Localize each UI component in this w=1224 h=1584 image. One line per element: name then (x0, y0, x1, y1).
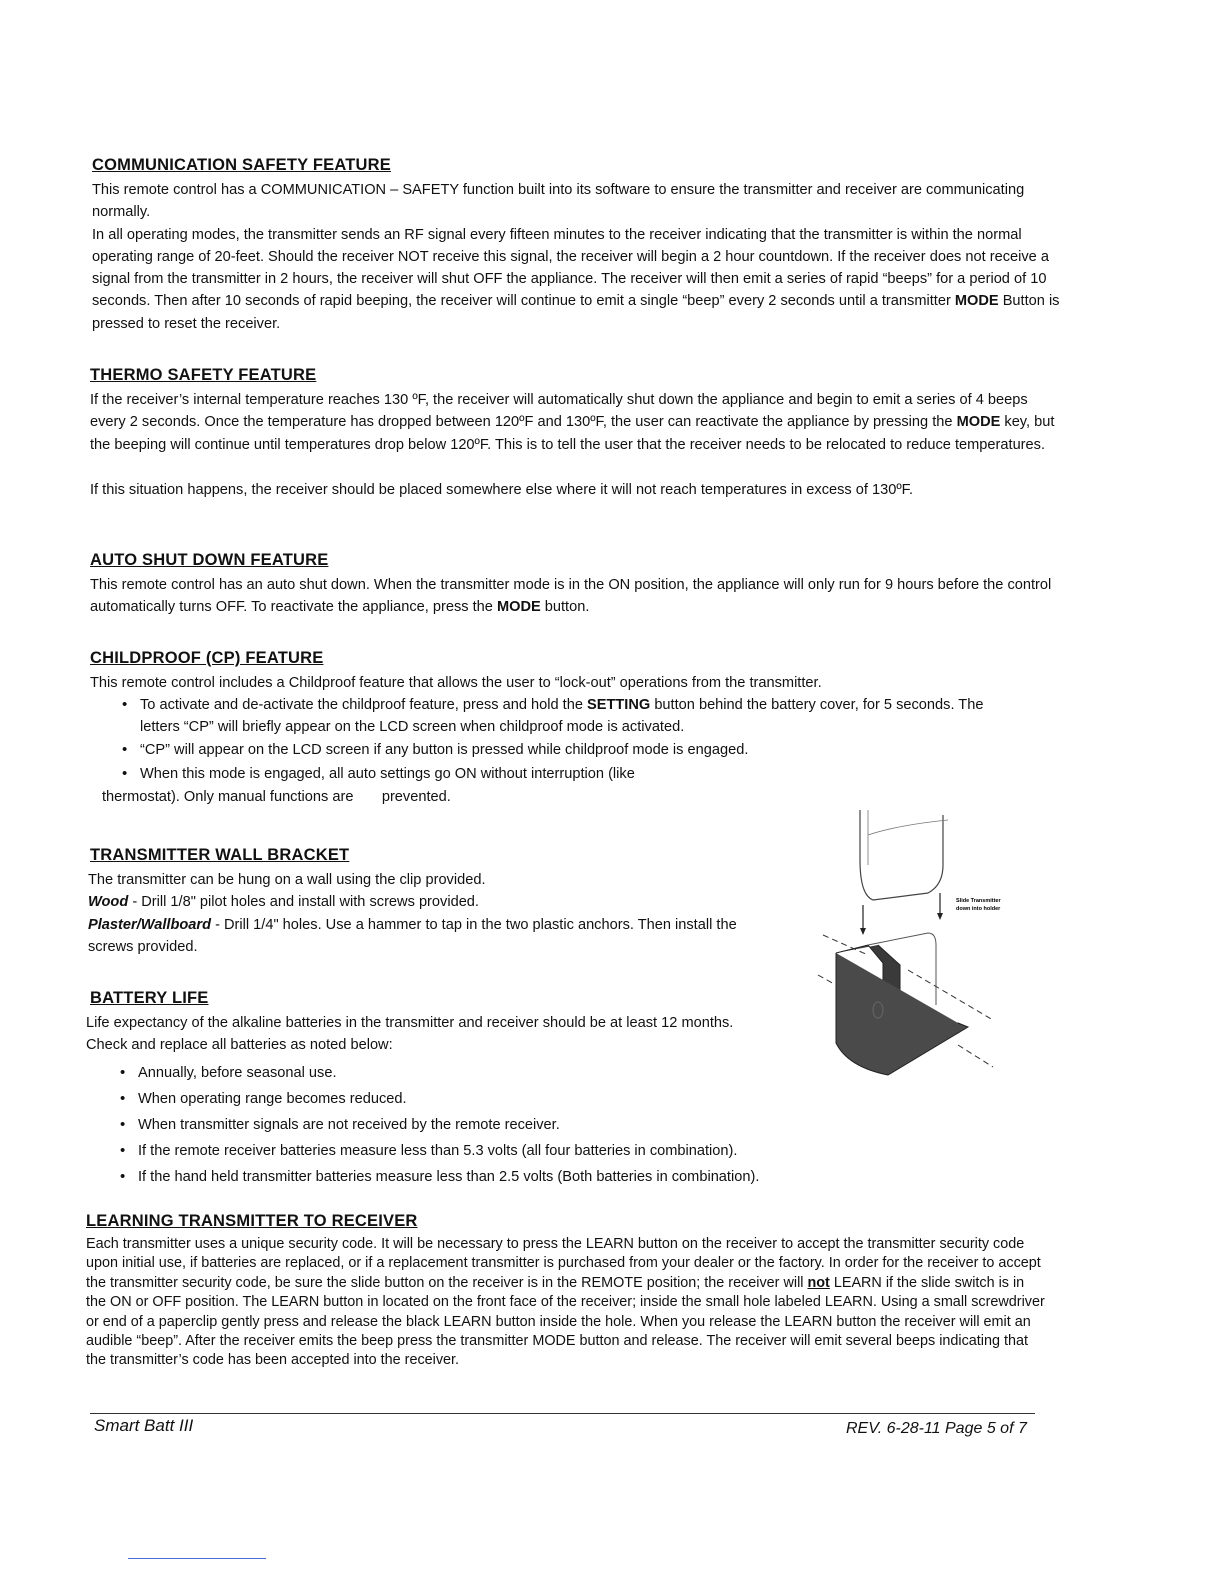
learning-section (86, 1212, 1046, 1371)
bracket-plaster: Plaster/Wallboard - Drill 1/4" holes. Use a hammer to tap in the two plastic anchors. Then install the screws provided. (88, 916, 737, 955)
auto-shutdown-section (86, 551, 1066, 619)
childproof-list (88, 694, 1026, 786)
battery-list (86, 1060, 986, 1190)
childproof-heading: CHILDPROOF (CP) FEATURE (90, 649, 324, 667)
battery-intro: Life expectancy of the alkaline batteries in the transmitter and receiver should be at least 12 months. Check and replace all batteries as noted below: (86, 1015, 734, 1054)
bracket-section (86, 846, 776, 958)
thermo-body: If the receiver’s internal temperature reaches 130 ºF, the receiver will automatically shut down the appliance and begin to emit a series of 4 beeps every 2 seconds. Once the temperature has dropped between 120ºF and 130ºF, the user can reactivate the appliance by pressing the MODE key, but the beeping will continue until temperatures drop below 120ºF. This is to tell the user that the receiver needs to be relocated to reduce temperatures. (90, 392, 1055, 453)
bottom-blue-rule (128, 1558, 266, 1559)
thermo-section (86, 366, 1066, 501)
figure-label-line1: Slide Transmitter (956, 898, 1001, 904)
communication-intro: This remote control has a COMMUNICATION – SAFETY function built into its software to ensure the transmitter and receiver are communicating normally. (92, 182, 1025, 221)
childproof-intro: This remote control includes a Childproof feature that allows the user to “lock-out” operations from the transmitter. (90, 675, 822, 691)
bracket-heading: TRANSMITTER WALL BRACKET (90, 846, 350, 864)
list-item: • When this mode is engaged, all auto settings go ON without interruption (like (88, 762, 1026, 786)
footer-product-name: Smart Batt III (94, 1416, 194, 1435)
list-item: • If the remote receiver batteries measure less than 5.3 volts (all four batteries in combination). (86, 1138, 986, 1164)
auto-shutdown-heading: AUTO SHUT DOWN FEATURE (90, 551, 329, 569)
communication-body: In all operating modes, the transmitter sends an RF signal every fifteen minutes to the receiver indicating that the transmitter is within the normal operating range of 20-feet. Should the receiver NOT receive this signal, the receiver will begin a 2 hour countdown. If the receiver does not receive a signal from the transmitter in 2 hours, the receiver will shut OFF the appliance. The receiver will then emit a series of rapid “beeps” for a period of 10 seconds. Then after 10 seconds of rapid beeping, the receiver will continue to emit a single “beep” every 2 seconds until a transmitter MODE Button is pressed to reset the receiver. (92, 226, 1060, 332)
list-item: • When operating range becomes reduced. (86, 1086, 986, 1112)
list-item: • “CP” will appear on the LCD screen if any button is pressed while childproof mode is engaged. (88, 738, 1026, 762)
footer-revision-page: REV. 6-28-11 Page 5 of 7 (846, 1420, 1027, 1437)
list-item: • When transmitter signals are not received by the remote receiver. (86, 1112, 986, 1138)
figure-label-line2: down into holder (956, 906, 1001, 912)
list-item: • Annually, before seasonal use. (86, 1060, 986, 1086)
battery-heading: BATTERY LIFE (90, 989, 209, 1007)
auto-shutdown-body: This remote control has an auto shut down. When the transmitter mode is in the ON position, the appliance will only run for 9 hours before the control automatically turns OFF. To reactivate the appliance, press the MODE button. (90, 577, 1052, 616)
bracket-intro: The transmitter can be hung on a wall using the clip provided. (88, 872, 486, 888)
childproof-section (86, 649, 1026, 809)
thermo-note: If this situation happens, the receiver should be placed somewhere else where it will not reach temperatures in excess of 130ºF. (90, 481, 914, 498)
battery-section (86, 989, 986, 1190)
list-item: • To activate and de-activate the childproof feature, press and hold the SETTING button behind the battery cover, for 5 seconds. The letters “CP” will briefly appear on the LCD screen when childproof mode is activated. (88, 694, 1026, 738)
childproof-continuation: thermostat). Only manual functions are prevented. (102, 789, 451, 806)
thermo-heading: THERMO SAFETY FEATURE (90, 366, 317, 384)
communication-heading: COMMUNICATION SAFETY FEATURE (92, 156, 391, 174)
learning-body: Each transmitter uses a unique security code. It will be necessary to press the LEARN button on the receiver to accept the transmitter security code upon initial use, if batteries are replaced, or if a replacement transmitter is purchased from your dealer or the factory. In order for the receiver to accept the transmitter security code, be sure the slide button on the receiver is in the REMOTE position; the receiver will not LEARN if the slide switch is in the ON or OFF position. The LEARN button in located on the front face of the receiver; inside the small hole labeled LEARN. Using a small screwdriver or end of a paperclip gently press and release the black LEARN button inside the hole. When you release the LEARN button the receiver will emit an audible “beep”. After the receiver emits the beep press the transmitter MODE button and release. The receiver will emit several beeps indicating that the transmitter’s code has been accepted into the receiver. (86, 1236, 1045, 1369)
footer-rule (90, 1413, 1035, 1414)
list-item: • If the hand held transmitter batteries measure less than 2.5 volts (Both batteries in combination). (86, 1164, 986, 1190)
bracket-wood: Wood - Drill 1/8" pilot holes and install with screws provided. (88, 894, 479, 911)
communication-section (86, 156, 1066, 335)
learning-heading: LEARNING TRANSMITTER TO RECEIVER (86, 1212, 418, 1230)
